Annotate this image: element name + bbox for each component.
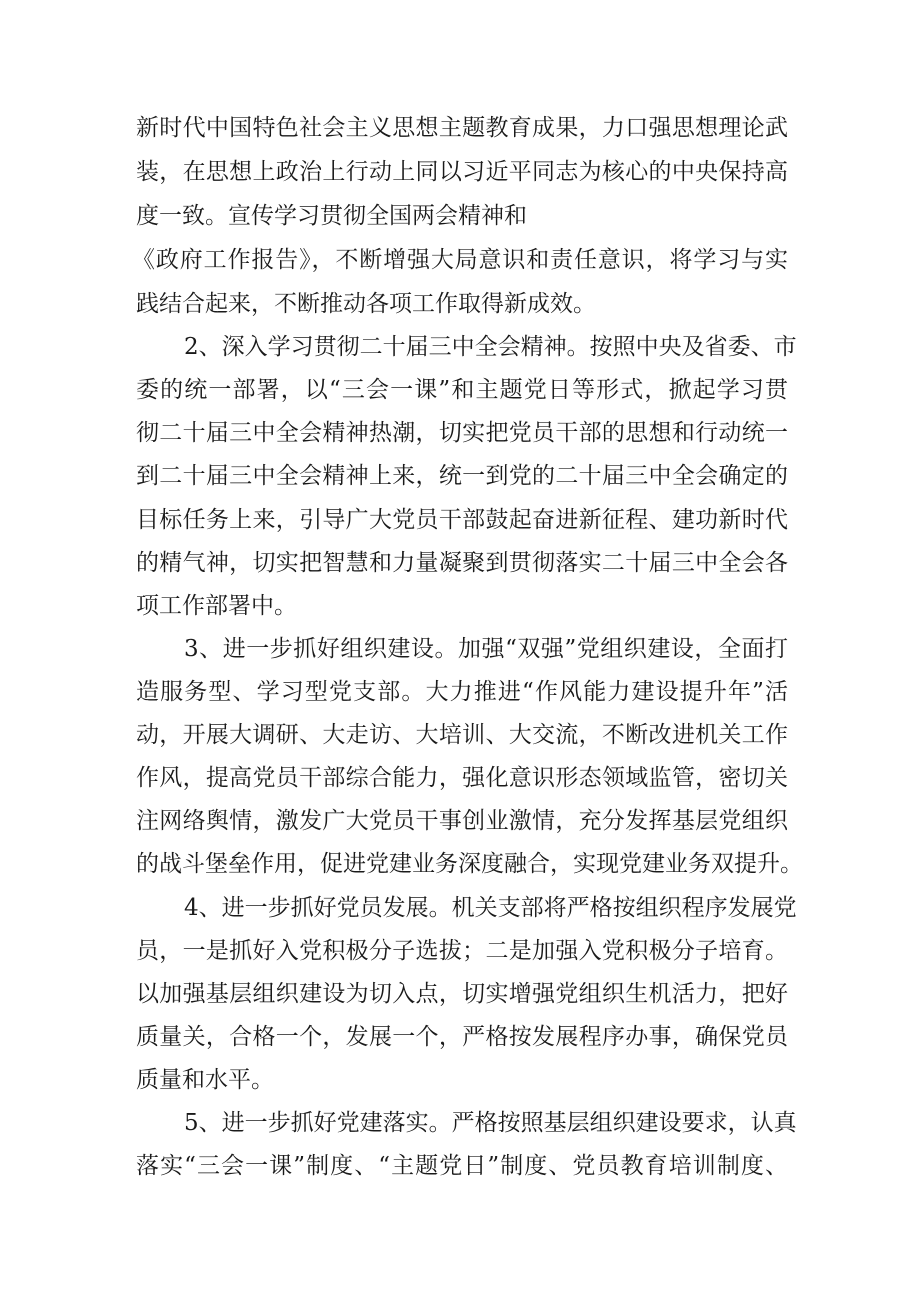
text-line: 作风，提高党员干部综合能力，强化意识形态领域监管，密切关 xyxy=(136,765,788,791)
text-line: 落实“三会一课”制度、“主题党日”制度、党员教育培训制度、 xyxy=(136,1153,788,1179)
text-line: 动，开展大调研、大走访、大培训、大交流，不断改进机关工作 xyxy=(136,722,788,748)
text-line: 质量关，合格一个，发展一个，严格按发展程序办事，确保党员 xyxy=(136,1024,788,1050)
text-line: 到二十届三中全会精神上来，统一到党的二十届三中全会确定的 xyxy=(136,463,788,489)
text-line: 目标任务上来，引导广大党员干部鼓起奋进新征程、建功新时代 xyxy=(136,507,788,533)
text-line: 质量和水平。 xyxy=(136,1067,274,1093)
text-line: 项工作部署中。 xyxy=(136,593,297,619)
text-line: 《政府工作报告》，不断增强大局意识和责任意识，将学习与实 xyxy=(132,247,788,273)
text-line: 彻二十届三中全会精神热潮，切实把党员干部的思想和行动统一 xyxy=(136,420,788,446)
paragraph-heading-3: 3、进一步抓好组织建设。加强“双强”党组织建设，全面打 xyxy=(184,636,788,662)
paragraph-heading-2: 2、深入学习贯彻二十届三中全会精神。按照中央及省委、市 xyxy=(184,334,797,360)
text-line: 度一致。宣传学习贯彻全国两会精神和 xyxy=(136,203,527,229)
text-line: 的战斗堡垒作用，促进党建业务深度融合，实现党建业务双提升。 xyxy=(136,851,803,877)
text-line: 造服务型、学习型党支部。大力推进“作风能力建设提升年”活 xyxy=(136,679,788,705)
paragraph-heading-4: 4、进一步抓好党员发展。机关支部将严格按组织程序发展党 xyxy=(184,895,797,921)
text-line: 以加强基层组织建设为切入点，切实增强党组织生机活力，把好 xyxy=(136,981,788,1007)
text-line: 委的统一部署，以“三会一课”和主题党日等形式，掀起学习贯 xyxy=(136,377,788,403)
paragraph-heading-5: 5、进一步抓好党建落实。严格按照基层组织建设要求，认真 xyxy=(184,1110,797,1136)
text-line: 践结合起来，不断推动各项工作取得新成效。 xyxy=(136,291,596,317)
text-line: 新时代中国特色社会主义思想主题教育成果，力口强思想理论武 xyxy=(136,115,788,141)
text-line: 注网络舆情，激发广大党员干事创业激情，充分发挥基层党组织 xyxy=(136,808,788,834)
text-line: 装，在思想上政治上行动上同以习近平同志为核心的中央保持高 xyxy=(136,159,788,185)
text-line: 的精气神，切实把智慧和力量凝聚到贯彻落实二十届三中全会各 xyxy=(136,550,788,576)
text-line: 员，一是抓好入党积极分子选拔；二是加强入党积极分子培育。 xyxy=(136,938,788,964)
